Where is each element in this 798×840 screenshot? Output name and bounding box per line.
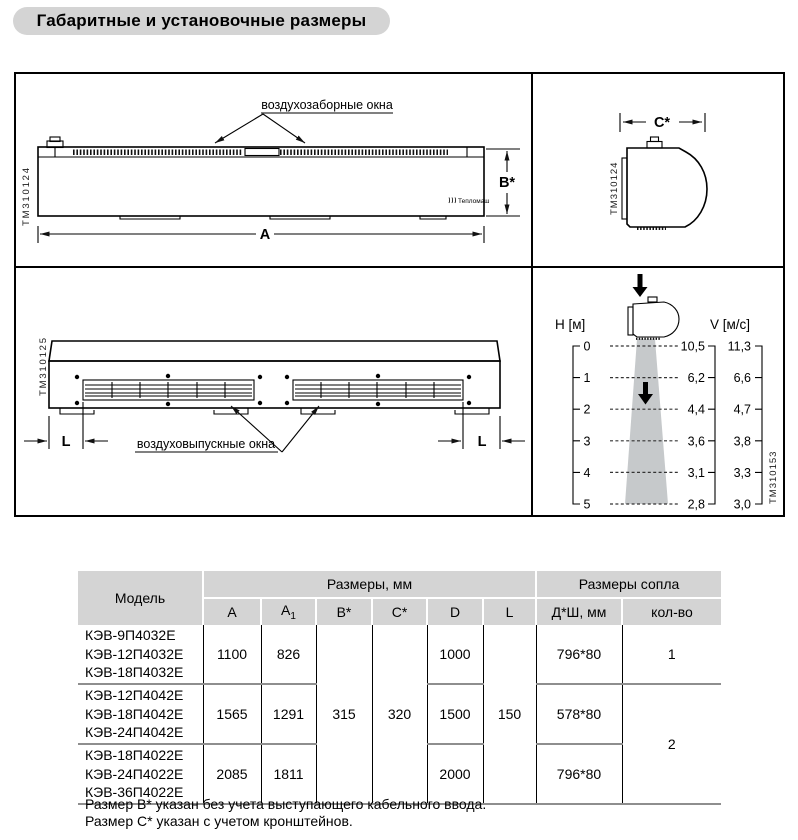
value-qty: 1 [622,625,721,684]
doc-code-side: ТМ310124 [609,161,620,215]
height-axis-label: H [м] [555,317,586,332]
value-a1: 1811 [261,744,316,804]
dim-l-right-label: L [477,434,487,450]
model-name: КЭВ-12П4032Е [85,645,184,662]
value-a: 1565 [203,684,261,744]
brand-logo [449,198,490,206]
col-header-c: C* [372,598,427,625]
dimensions-table [78,571,721,805]
value-a1: 826 [261,625,316,684]
model-name: КЭВ-9П4032Е [85,627,176,644]
air-curtain-mini-profile [628,297,679,339]
velocity-value: 3,1 [687,465,705,480]
velocity-value: 4,7 [733,402,751,417]
note-c: Размер C* указан с учетом кронштейнов. [85,812,353,829]
note-b: Размер B* указан без учета выступающего кабельного ввода. [85,796,487,812]
grille-screws [75,374,471,406]
velocity-value: 3,8 [733,434,751,449]
table-row [78,625,721,684]
value-nozzle: 796*80 [536,744,622,804]
airflow-diagram-quadrant [533,268,783,515]
outlet-windows-callout [135,406,319,452]
side-view-quadrant [533,74,783,268]
col-header-model: Модель [78,571,203,625]
air-curtain-side-outline [622,137,707,229]
airflow-diagram [533,268,781,513]
table-group-header-row [78,571,721,598]
height-tick: 3 [583,434,591,449]
velocity-value: 4,4 [687,402,705,417]
value-c-shared: 320 [372,625,427,804]
value-l-shared: 150 [483,625,536,804]
air-curtain-front-outline [38,137,490,219]
col-group-nozzle: Размеры сопла [536,571,721,598]
value-a: 2085 [203,744,261,804]
doc-code-bottom: ТМ310125 [38,336,49,396]
velocity-value: 10,5 [680,339,705,354]
height-tick: 4 [583,465,591,480]
brand-name: Тепломаш [458,198,490,205]
velocity-value: 3,3 [733,465,751,480]
airflow-cone [625,339,668,504]
joint-cover-plate [245,149,279,156]
velocity-scale-2 [728,340,762,512]
height-tick: 5 [583,497,591,512]
velocity-value: 2,8 [687,497,705,512]
model-cell [78,684,203,744]
col-header-l: L [483,598,536,625]
front-view-drawing [16,74,531,264]
value-a: 1100 [203,625,261,684]
bottom-view-drawing [16,268,531,513]
page-title: Габаритные и установочные размеры [13,7,390,35]
col-header-qty: кол-во [622,598,721,625]
model-name: КЭВ-18П4022Е [85,747,184,764]
model-name: КЭВ-18П4042Е [85,705,184,722]
dimension-c [620,113,705,132]
model-name: КЭВ-12П4042Е [85,687,184,704]
height-tick: 1 [583,371,591,386]
velocity-axis-label: V [м/с] [710,317,751,332]
velocity-value: 6,2 [687,371,705,386]
velocity-value: 11,3 [727,339,751,354]
col-header-a: A [203,598,261,625]
outlet-grille-left [83,380,254,400]
dimension-l-left [24,402,108,450]
col-header-nozzle-size: Д*Ш, мм [536,598,622,625]
value-nozzle: 796*80 [536,625,622,684]
value-b-shared: 315 [316,625,372,804]
cable-gland [47,137,63,148]
down-arrow-icon [633,274,648,297]
col-group-sizes: Размеры, мм [203,571,536,598]
value-d: 1000 [427,625,483,684]
front-view-quadrant [16,74,533,268]
air-curtain-bottom-outline [49,341,500,414]
outlet-grille-right [293,380,463,400]
model-name: КЭВ-24П4022Е [85,765,184,782]
col-header-d: D [427,598,483,625]
outlet-windows-label: воздуховыпускные окна [136,437,276,451]
col-header-a1: $A_1$ [261,598,316,625]
dim-a-label: A [259,227,271,243]
mounting-bracket [455,408,489,414]
dim-l-left-label: L [61,434,71,450]
value-d: 2000 [427,744,483,804]
dimension-l-right [438,402,525,450]
velocity-scale-1 [681,340,715,512]
mounting-bracket [301,408,335,414]
cable-gland [647,137,662,148]
footnotes [85,796,486,829]
dim-b-label: B* [498,175,516,191]
intake-windows-callout [215,98,393,143]
col-header-b: B* [316,598,372,625]
model-name: КЭВ-18П4032Е [85,664,184,681]
height-scale [573,340,591,512]
dim-c-label: C* [653,115,671,131]
mounting-bracket [60,408,94,414]
dimension-b [486,149,520,216]
intake-windows-label: воздухозаборные окна [261,98,393,112]
velocity-value: 6,6 [733,371,751,386]
value-qty-shared: 2 [622,684,721,804]
drawings-panel [14,72,785,517]
mounting-bracket [214,408,248,414]
value-d: 1500 [427,684,483,744]
flame-icon [449,198,456,204]
velocity-value: 3,0 [733,497,751,512]
side-view-drawing [533,74,781,264]
doc-code-airflow: ТМ310153 [768,450,779,504]
model-name: КЭВ-36П4022Е [85,784,184,801]
value-a1: 1291 [261,684,316,744]
doc-code-front: ТМ310124 [21,166,32,226]
height-tick: 0 [583,339,591,354]
height-tick: 2 [583,402,591,417]
model-cell [78,625,203,684]
bottom-view-quadrant [16,268,533,515]
model-name: КЭВ-24П4042Е [85,724,184,741]
model-cell [78,744,203,804]
velocity-value: 3,6 [687,434,705,449]
value-nozzle: 578*80 [536,684,622,744]
dimension-a [38,226,484,243]
